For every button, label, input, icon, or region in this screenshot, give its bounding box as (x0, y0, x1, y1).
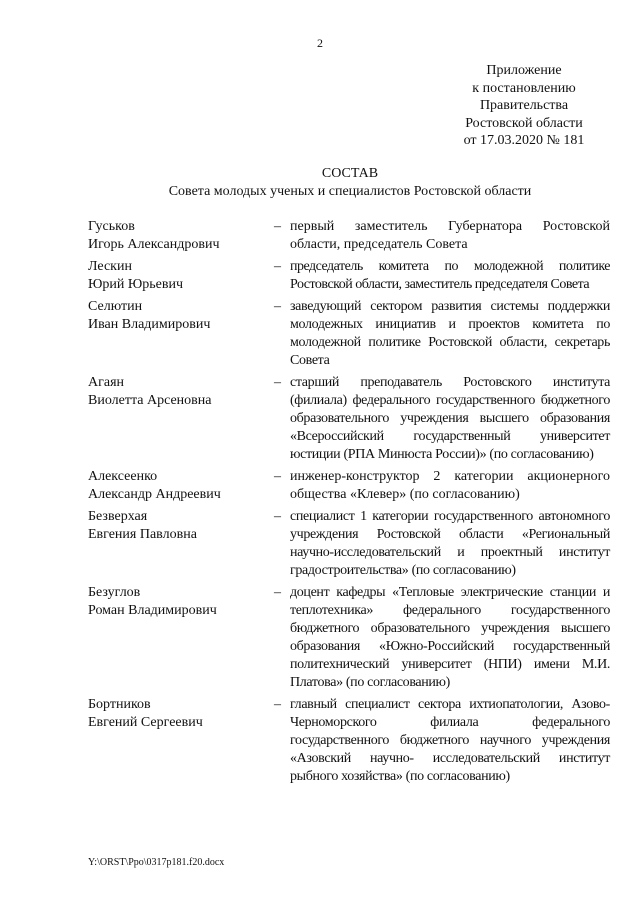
dash-separator: – (274, 509, 281, 524)
dash-separator: – (274, 469, 281, 484)
dash-separator: – (274, 219, 281, 234)
member-given-names: Юрий Юрьевич (88, 277, 184, 292)
member-role: заведующий сектором развития системы поддержки молодежных инициатив и проектов комитета по молодежной политике Ростовской области, секретарь Совета (290, 299, 610, 368)
member-name (88, 374, 274, 464)
appendix-line: Приложение (486, 63, 562, 78)
member-role: первый заместитель Губернатора Ростовской области, председатель Совета (290, 219, 610, 252)
member-name (88, 584, 274, 692)
member-list (88, 218, 610, 790)
member-role: специалист 1 категории государственного автономного учреждения Ростовской области «Региональный научно-исследовательский и проектный институт градостроительства» (по согласованию) (290, 509, 610, 578)
member-given-names: Роман Владимирович (88, 603, 217, 618)
dash-separator: – (274, 259, 281, 274)
appendix-line: Ростовской области (465, 115, 583, 131)
member-surname: Безверхая (88, 509, 148, 524)
appendix-block (424, 62, 624, 150)
dash-separator: – (274, 375, 281, 390)
member-surname: Бортников (88, 697, 151, 712)
member-role: доцент кафедры «Тепловые электрические станции и теплотехника» федерального государственного бюджетного образовательного учреждения высшего образования «Южно-Российский государственный политехнический университет (НПИ) имени М.И. Платова» (по согласованию) (290, 585, 610, 690)
member-name (88, 468, 274, 504)
member-row (88, 258, 610, 294)
member-name (88, 508, 274, 580)
member-row (88, 218, 610, 254)
footer-file-path: Y:\ORST\Ppo\0317p181.f20.docx (88, 857, 225, 868)
dash-separator: – (274, 299, 281, 314)
page-number: 2 (317, 36, 323, 50)
dash-separator: – (274, 697, 281, 712)
title-subheading: Совета молодых ученых и специалистов Ростовской области (168, 184, 532, 199)
member-name (88, 218, 274, 254)
member-surname: Безуглов (88, 585, 141, 600)
member-row (88, 508, 610, 580)
member-role: главный специалист сектора ихтиопатологии, Азово-Черноморского филиала федерального государственного бюджетного научного учреждения «Азовский научно- исследовательский институт рыбного хозяйства» (по согласованию) (290, 697, 610, 784)
member-row (88, 696, 610, 786)
appendix-date-line: от 17.03.2020 № 181 (463, 133, 585, 148)
member-given-names: Евгения Павловна (88, 527, 197, 542)
title-heading: СОСТАВ (321, 166, 379, 181)
member-given-names: Игорь Александрович (88, 237, 220, 252)
dash-separator: – (274, 585, 281, 600)
member-name (88, 696, 274, 786)
document-title (0, 165, 640, 201)
member-surname: Гуськов (88, 219, 135, 234)
member-given-names: Александр Андреевич (88, 487, 221, 502)
member-role: инженер-конструктор 2 категории акционерного общества «Клевер» (по согласованию) (290, 469, 610, 502)
member-name (88, 298, 274, 370)
member-row (88, 468, 610, 504)
member-role: старший преподаватель Ростовского института (филиала) федерального государственного бюджетного образовательного учреждения высшего образования «Всероссийский государственный университет юстиции (РПА Минюста России)» (по согласованию) (290, 375, 610, 462)
member-given-names: Виолетта Арсеновна (88, 393, 212, 408)
member-surname: Лескин (88, 259, 132, 274)
member-surname: Алексеенко (88, 469, 158, 484)
member-name (88, 258, 274, 294)
member-given-names: Евгений Сергеевич (88, 715, 203, 730)
member-row (88, 298, 610, 370)
member-surname: Агаян (88, 375, 124, 390)
member-row (88, 584, 610, 692)
member-given-names: Иван Владимирович (88, 317, 211, 332)
member-row (88, 374, 610, 464)
appendix-line: Правительства (479, 98, 569, 113)
member-surname: Селютин (88, 299, 143, 314)
appendix-line: к постановлению (472, 80, 576, 96)
member-role: председатель комитета по молодежной политике Ростовской области, заместитель председателя Совета (290, 259, 610, 292)
